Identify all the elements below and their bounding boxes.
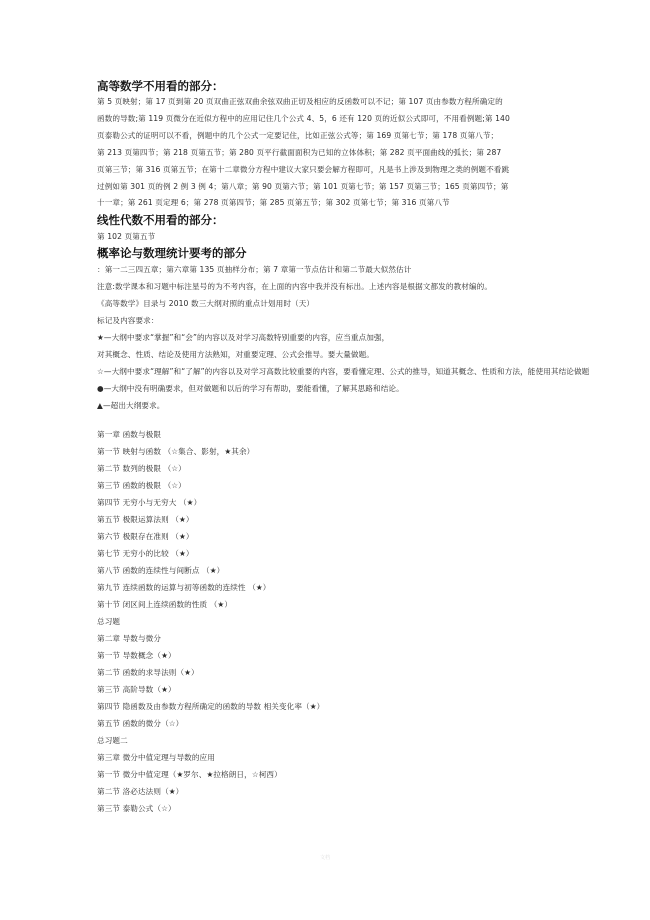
text-line: ▲—超出大纲要求。 — [97, 401, 165, 411]
toc-item: 第一节 微分中值定理（★罗尔、★拉格朗日，☆柯西） — [97, 770, 282, 780]
text-line: 注意:数学课本和习题中标注星号的为不考内容，在上面的内容中我并没有标出。上述内容是根据文都发的教材编的。 — [97, 282, 493, 292]
text-line: 第 102 页第五节 — [97, 232, 156, 242]
toc-item: 第五节 函数的微分（☆） — [97, 719, 184, 729]
toc-item: 第四节 隐函数及由参数方程所确定的函数的导数 相关变化率（★） — [97, 702, 325, 712]
spacer — [97, 414, 650, 426]
toc-exercise: 总习题二 — [97, 736, 128, 746]
toc-item: 第二节 数列的极限 （☆） — [97, 464, 186, 474]
toc-item: 第六节 极限存在准则 （★） — [97, 532, 194, 542]
text-line: 页第三节；第 316 页第五节；在第十二章微分方程中建议大家只要会解方程即可，凡是书上涉及到物理之类的例题不看跳 — [97, 164, 510, 174]
toc-item: 第三节 高阶导数（★） — [97, 685, 176, 695]
probability-paragraph — [97, 261, 650, 414]
toc-item: 第一节 导数概念（★） — [97, 651, 176, 661]
toc-item: 第十节 闭区间上连续函数的性质 （★） — [97, 600, 233, 610]
section-title-probability: 概率论与数理统计要考的部分 — [97, 246, 247, 261]
toc-item: 第三节 函数的极限 （☆） — [97, 481, 186, 491]
text-line: ●—大纲中没有明确要求，但对做题和以后的学习有帮助，要能看懂，了解其思路和结论。 — [97, 384, 404, 394]
toc-exercise: 总习题 — [97, 617, 121, 627]
text-line: 标记及内容要求： — [97, 316, 159, 326]
toc-item: 第一节 映射与函数 （☆集合、影射，★其余） — [97, 447, 255, 457]
table-of-contents — [97, 426, 650, 817]
math-paragraph — [97, 94, 650, 212]
text-line: 对其概念、性质、结论及使用方法熟知，对重要定理、公式会推导。要大量做题。 — [97, 350, 374, 360]
page-footer: 文档 — [319, 855, 330, 861]
text-line: 页泰勒公式的证明可以不看，例题中的几个公式一定要记住，比如正弦公式等；第 169 页第七节；第 178 页第八节； — [97, 130, 499, 140]
toc-chapter: 第三章 微分中值定理与导数的应用 — [97, 753, 215, 763]
text-line: 函数的导数;第 119 页微分在近似方程中的应用记住几个公式 4、5，6 还有 120 页的近似公式即可，不用看例题;第 140 — [97, 113, 510, 123]
toc-item: 第八节 函数的连续性与间断点 （★） — [97, 566, 225, 576]
toc-item: 第九节 连续函数的运算与初等函数的连续性 （★） — [97, 583, 271, 593]
toc-item: 第二节 函数的求导法则（★） — [97, 668, 199, 678]
section-title-math: 高等数学不用看的部分： — [97, 79, 224, 93]
text-line: ☆—大纲中要求“理解”和“了解”的内容以及对学习高数比较重要的内容，要看懂定理、公式的推导，知道其概念、性质和方法，能使用其结论做题 — [97, 367, 590, 377]
text-line: 第 213 页第四节；第 218 页第五节；第 280 页平行截面面积为已知的立体体积；第 282 页平面曲线的弧长；第 287 — [97, 147, 502, 157]
toc-chapter: 第一章 函数与极限 — [97, 430, 162, 440]
toc-item: 第三节 泰勒公式（☆） — [97, 804, 176, 814]
toc-item: 第二节 洛必达法则（★） — [97, 787, 184, 797]
text-line: ★—大纲中要求“掌握”和“会”的内容以及对学习高数特别重要的内容，应当重点加强， — [97, 333, 390, 343]
toc-item: 第七节 无穷小的比较 （★） — [97, 549, 194, 559]
text-line: 过例如第 301 页的例 2 例 3 例 4；第八章；第 90 页第六节；第 101 页第七节；第 157 页第三节；165 页第四节；第 — [97, 181, 509, 191]
text-line: 第 5 页映射；第 17 页到第 20 页双曲正弦双曲余弦双曲正切及相应的反函数可以不记；第 107 页由参数方程所确定的 — [97, 97, 503, 106]
text-line: 十一章；第 261 页定理 6；第 278 页第四节；第 285 页第五节；第 302 页第七节；第 316 页第八节 — [97, 198, 450, 208]
text-line: ：第一二三四五章；第六章第 135 页抽样分布；第 7 章第一节点估计和第二节最大似然估计 — [97, 265, 412, 275]
toc-item: 第四节 无穷小与无穷大 （★） — [97, 498, 202, 508]
section-title-linear: 线性代数不用看的部分： — [97, 213, 224, 228]
text-line: 《高等数学》目录与 2010 数三大纲对照的重点计划用时（天） — [97, 299, 315, 309]
toc-chapter: 第二章 导数与微分 — [97, 634, 162, 644]
document-page — [97, 78, 650, 817]
toc-item: 第五节 极限运算法则 （★） — [97, 515, 194, 525]
